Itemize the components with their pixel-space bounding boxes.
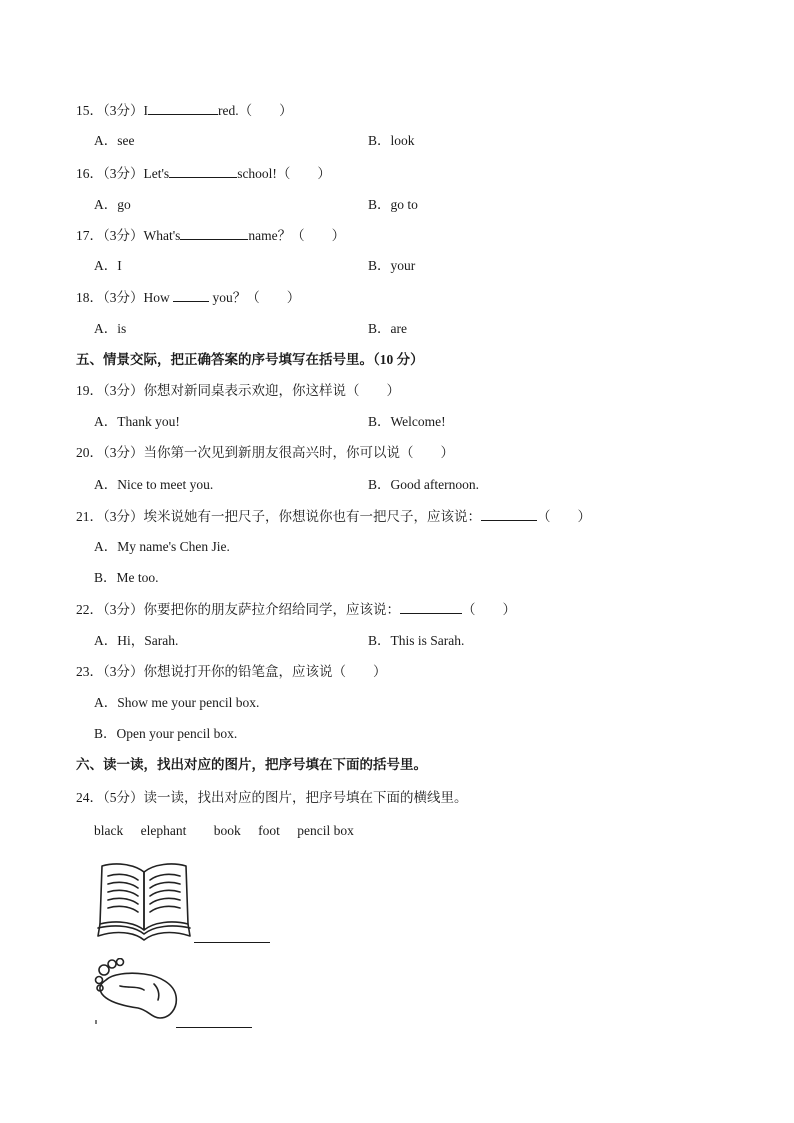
answer-line-foot[interactable] [176,1026,252,1028]
word-bank-item: foot [258,823,280,838]
answer-blank[interactable] [173,288,209,302]
question-21 [76,507,591,526]
question-17 [76,226,345,245]
option-a[interactable]: A．I [94,258,122,273]
question-text: （ ） [537,509,591,524]
question-22 [76,600,516,619]
question-18 [76,288,300,307]
question-number: 17．（3分） [76,228,144,243]
question-15 [76,101,293,120]
answer-blank[interactable] [481,507,537,521]
question-number: 22．（3分） [76,602,144,617]
option-a[interactable]: A．Thank you! [94,414,180,429]
question-text: What's [143,228,181,243]
option-b[interactable]: B．look [368,133,415,148]
answer-line-book[interactable] [194,941,270,943]
option-b[interactable]: B．go to [368,197,418,212]
question-text: How [143,290,174,305]
question-23 [76,663,387,681]
option-b[interactable]: B．Me too. [94,570,159,585]
question-number: 21．（3分） [76,509,144,524]
word-bank [94,822,368,840]
option-b[interactable]: B．are [368,321,407,336]
section-heading: 六、读一读，找出对应的图片，把序号填在下面的括号里。 [76,757,427,772]
question-text: 你想对新同桌表示欢迎，你这样说（ ） [143,383,400,398]
word-bank-item: pencil box [297,823,354,838]
word-bank-item: book [213,823,241,838]
question-text: name？（ ） [248,228,346,243]
question-text: school!（ ） [237,166,331,181]
question-text: （ ） [462,602,516,617]
option-a[interactable]: A．Hi，Sarah. [94,633,179,648]
answer-blank[interactable] [180,226,248,240]
question-text: Let's [143,166,170,181]
option-a[interactable]: A．My name's Chen Jie. [94,539,230,554]
question-number: 20．（3分） [76,445,144,460]
option-a[interactable]: A．see [94,133,135,148]
question-number: 18．（3分） [76,290,144,305]
question-16 [76,164,331,183]
option-a[interactable]: A．is [94,321,127,336]
question-text: 你想说打开你的铅笔盒，应该说（ ） [143,664,387,679]
question-19 [76,382,400,400]
question-text: 读一读，找出对应的图片，把序号填在下面的横线里。 [143,790,468,805]
answer-blank[interactable] [169,164,237,178]
word-bank-item: elephant [140,823,187,838]
option-b[interactable]: B．Welcome! [368,414,446,429]
question-text: you？（ ） [209,290,301,305]
option-b[interactable]: B．Open your pencil box. [94,726,238,741]
question-text: 埃米说她有一把尺子，你想说你也有一把尺子，应该说： [143,509,481,524]
question-text: 你要把你的朋友萨拉介绍给同学，应该说： [143,602,400,617]
book-icon [94,858,194,942]
question-text: 当你第一次见到新朋友很高兴时，你可以说（ ） [143,445,454,460]
answer-blank[interactable] [148,101,218,115]
foot-icon [94,958,180,1024]
option-a[interactable]: A．go [94,197,131,212]
question-number: 24．（5分） [76,790,144,805]
question-20 [76,444,454,462]
option-b[interactable]: B．This is Sarah. [368,633,465,648]
section-heading: 五、情景交际，把正确答案的序号填写在括号里。（10 分） [76,352,424,367]
option-b[interactable]: B．your [368,258,416,273]
answer-blank[interactable] [400,600,462,614]
question-24 [76,789,468,807]
question-text: I [143,103,148,118]
question-number: 19．（3分） [76,383,144,398]
question-number: 23．（3分） [76,664,144,679]
option-a[interactable]: A．Show me your pencil box. [94,695,260,710]
question-number: 15．（3分） [76,103,144,118]
word-bank-item: black [94,823,124,838]
question-text: red.（ ） [218,103,293,118]
option-b[interactable]: B．Good afternoon. [368,477,479,492]
option-a[interactable]: A．Nice to meet you. [94,477,214,492]
question-number: 16．（3分） [76,166,144,181]
